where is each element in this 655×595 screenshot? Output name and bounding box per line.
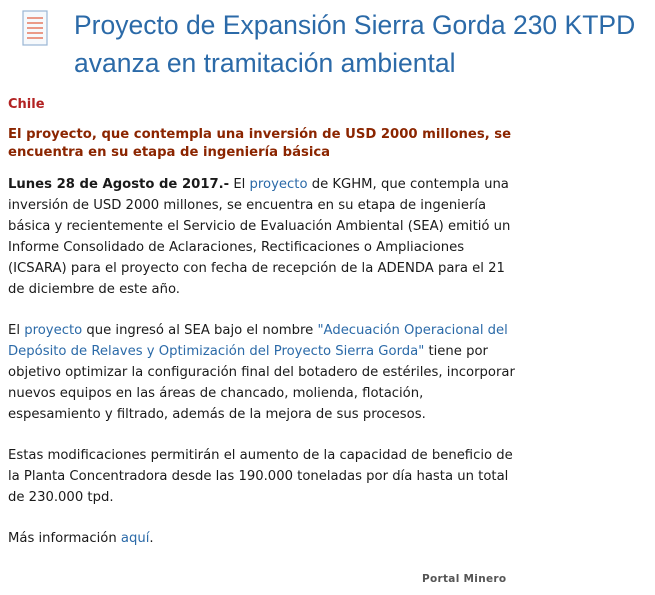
article-body bbox=[8, 96, 518, 569]
article-lead: El proyecto, que contempla una inversión de USD 2000 millones, se encuentra en su etapa de ingeniería básica bbox=[8, 127, 512, 160]
article-date: Lunes 28 de Agosto de 2017.- bbox=[8, 177, 230, 192]
paragraph-2-text-c: tiene por objetivo optimizar la configuración final del botadero de estériles, incorporar nuevos equipos en las áreas de chancado, molienda, flotación, espesamiento y filtrado, además de la mejora de sus procesos. bbox=[8, 344, 515, 422]
source-credit: Portal Minero bbox=[422, 573, 507, 585]
more-info-link[interactable]: aquí bbox=[120, 531, 150, 546]
paragraph-3: Estas modificaciones permitirán el aumento de la capacidad de beneficio de la Planta Concentradora desde las 190.000 toneladas por día hasta un total de 230.000 tpd. bbox=[8, 448, 513, 505]
paragraph-2 bbox=[8, 320, 518, 425]
project-link[interactable]: proyecto bbox=[249, 177, 308, 192]
page-title: Proyecto de Expansión Sierra Gorda 230 KTPD avanza en tramitación ambiental bbox=[74, 10, 636, 78]
paragraph-1 bbox=[8, 174, 518, 300]
paragraph-2-text-a: El bbox=[8, 323, 25, 338]
paragraph-2-text-b: que ingresó al SEA bajo el nombre bbox=[82, 323, 318, 338]
document-lines-icon bbox=[22, 10, 48, 46]
paragraph-1-text-b: de KGHM, que contempla una inversión de USD 2000 millones, se encuentra en su etapa de ingeniería básica y recientemente el Servicio de Evaluación Ambiental (SEA) emitió un Informe Consolidado de Aclaraciones, Rectificaciones o Ampliaciones (ICSARA) para el proyecto con fecha de recepción de la ADENDA para el 21 de diciembre de este año. bbox=[8, 177, 511, 297]
paragraph-1-text-a: El bbox=[229, 177, 250, 192]
more-info-text: Más información bbox=[8, 531, 121, 546]
more-info-period: . bbox=[149, 531, 154, 546]
project-name-link[interactable]: "Adecuación Operacional del Depósito de Relaves y Optimización del Proyecto Sierra Gorda" bbox=[8, 323, 508, 359]
project-link-2[interactable]: proyecto bbox=[24, 323, 83, 338]
paragraph-4 bbox=[8, 528, 518, 549]
article-header bbox=[0, 0, 655, 90]
country-label: Chile bbox=[8, 97, 45, 112]
